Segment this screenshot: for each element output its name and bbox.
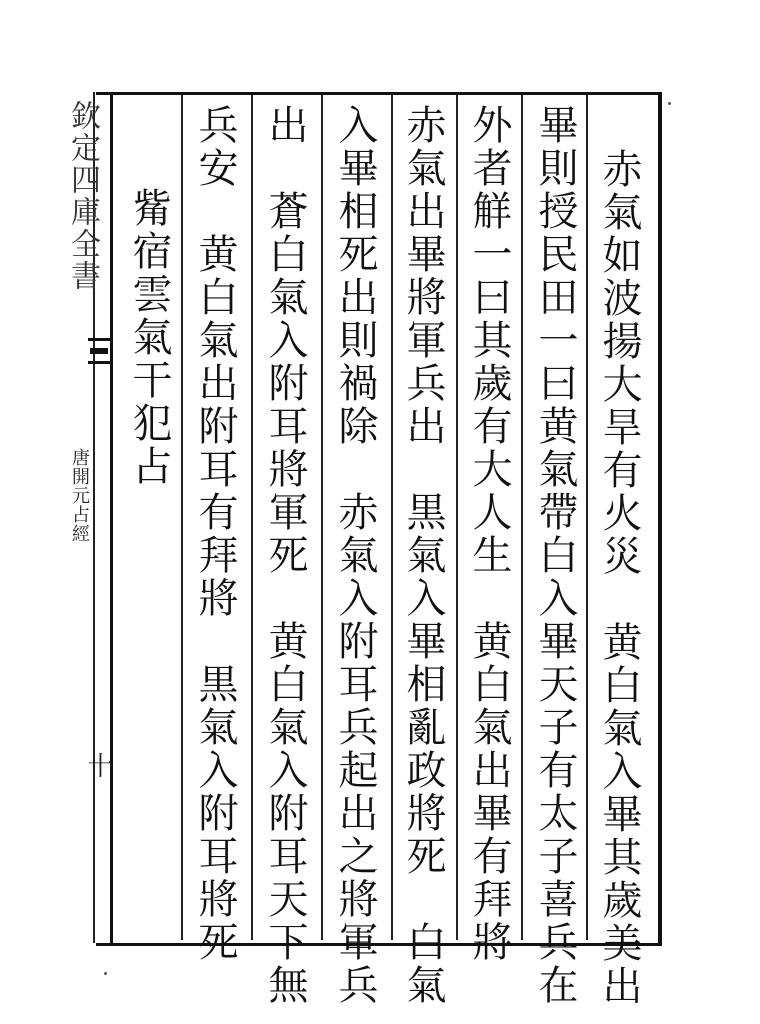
frame-inner-left-rule <box>110 92 113 943</box>
column-divider <box>321 95 323 940</box>
column-divider <box>521 95 523 940</box>
text-column-7: 兵安 黄白氣出附耳有拜將 黒氣入附耳將死 <box>192 104 238 964</box>
column-divider <box>456 95 458 940</box>
chapter-title: 唐開元占經 <box>69 448 90 543</box>
page-number: 十 <box>83 752 113 778</box>
book-title: 欽定四庫全書 <box>65 100 100 292</box>
column-divider <box>251 95 253 940</box>
text-column-3: 外者觧一曰其歲有大人生 黄白氣出畢有拜將 <box>466 104 512 964</box>
column-divider <box>391 95 393 940</box>
column-divider <box>586 95 588 940</box>
text-column-6: 出 蒼白氣入附耳將軍死 黄白氣入附耳天下無 <box>262 104 308 1007</box>
paper-speck <box>104 972 107 975</box>
fishtail-mark <box>88 338 110 364</box>
paper-speck <box>668 102 671 105</box>
text-column-2: 畢則授民田一曰黄氣帶白入畢天子有太子喜兵在 <box>532 104 578 1007</box>
text-column-5: 入畢相死出則禍除 赤氣入附耳兵起出之將軍兵 <box>332 104 378 1007</box>
text-column-1: 赤氣如波揚大旱有火災 黄白氣入畢其歲美出 <box>596 148 642 1008</box>
column-divider <box>181 95 183 940</box>
text-column-4: 赤氣出畢將軍兵出 黒氣入畢相亂政將死 白氣 <box>400 104 446 1007</box>
section-heading: 觜宿雲氣干犯占 <box>126 144 172 488</box>
